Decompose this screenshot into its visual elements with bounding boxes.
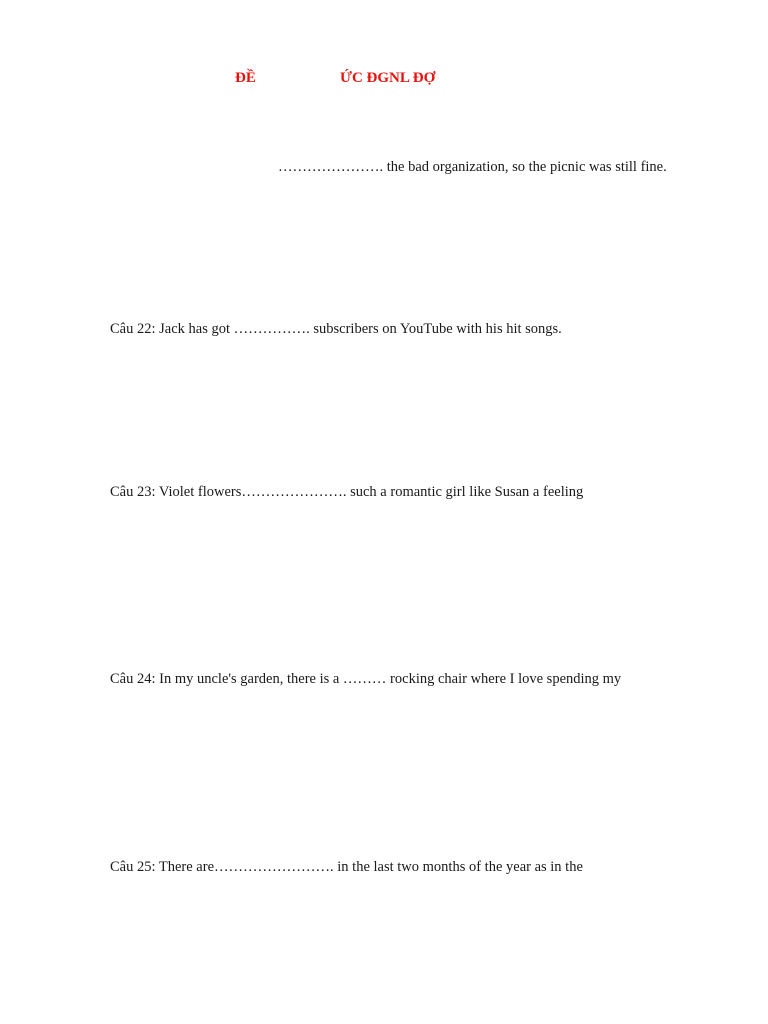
question-24-text: Câu 24: In my uncle's garden, there is a ……… rocking chair where I love spending my <box>110 671 622 687</box>
question-22-text: Câu 22: Jack has got ……………. subscribers on YouTube with his hit songs. <box>110 321 562 337</box>
question-25-text: Câu 25: There are……………………. in the last two months of the year as in the <box>110 859 583 875</box>
title-fragment-left: ĐỀ <box>235 70 256 86</box>
question-23-text: Câu 23: Violet flowers…………………. such a romantic girl like Susan a feeling <box>110 484 584 500</box>
title-fragment-right: ỨC ĐGNL ĐỢ <box>340 70 436 86</box>
question-21-text: …………………. the bad organization, so the picnic was still fine. <box>278 159 667 175</box>
